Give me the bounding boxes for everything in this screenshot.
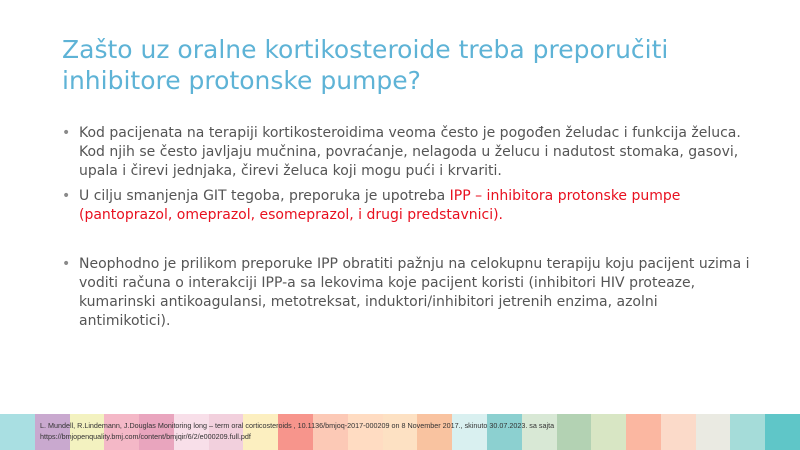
bullet-item-stomach-effects [62, 124, 752, 181]
bullet-item-ppi-recommendation [62, 187, 752, 225]
ppi-highlight-text: IPP – inhibitora protonske pumpe (pantoprazol, omeprazol, esomeprazol, i drugi predstavnici). [79, 188, 681, 223]
bullet-text: Neophodno je prilikom preporuke IPP obratiti pažnju na celokupnu terapiju koju pacijent uzima i voditi računa o interakciji IPP-a sa lekovima koje pacijent koristi (inhibitori HIV proteaze, kumarinski antikoagulansi, metotreksat, induktori/inhibitori jetrenih enzima, azolni antimikotici). [79, 256, 750, 329]
bullet-item-interactions [62, 255, 752, 331]
citation-line-1: L. Mundell, R.Lindemann, J.Douglas Monitoring long – term oral corticosteroids , 10.1136/bmjoq-2017-000209 on 8 November 2017., skinuto 30.07.2023. sa sajta [40, 421, 555, 430]
footer-stripe [765, 414, 800, 450]
citation-line-2: https://bmjopenquality.bmj.com/content/bmjqir/6/2/e000209.full.pdf [40, 432, 251, 441]
citation [40, 420, 760, 442]
slide-title: Zašto uz oralne kortikosteroide treba preporučiti inhibitore protonske pumpe? [62, 35, 669, 95]
bullet-list [62, 124, 752, 337]
bullet-text: Kod pacijenata na terapiji kortikosteroidima veoma često je pogođen želudac i funkcija želuca. Kod njih se često javljaju mučnina, povraćanje, nelagoda u želucu i nadutost stomaka, gasovi, upala i čirevi jednjaka, čirevi želuca koji mogu pući i krvariti. [79, 125, 741, 179]
bullet-text: U cilju smanjenja GIT tegoba, preporuka je upotreba [79, 188, 450, 204]
footer-stripe [0, 414, 35, 450]
